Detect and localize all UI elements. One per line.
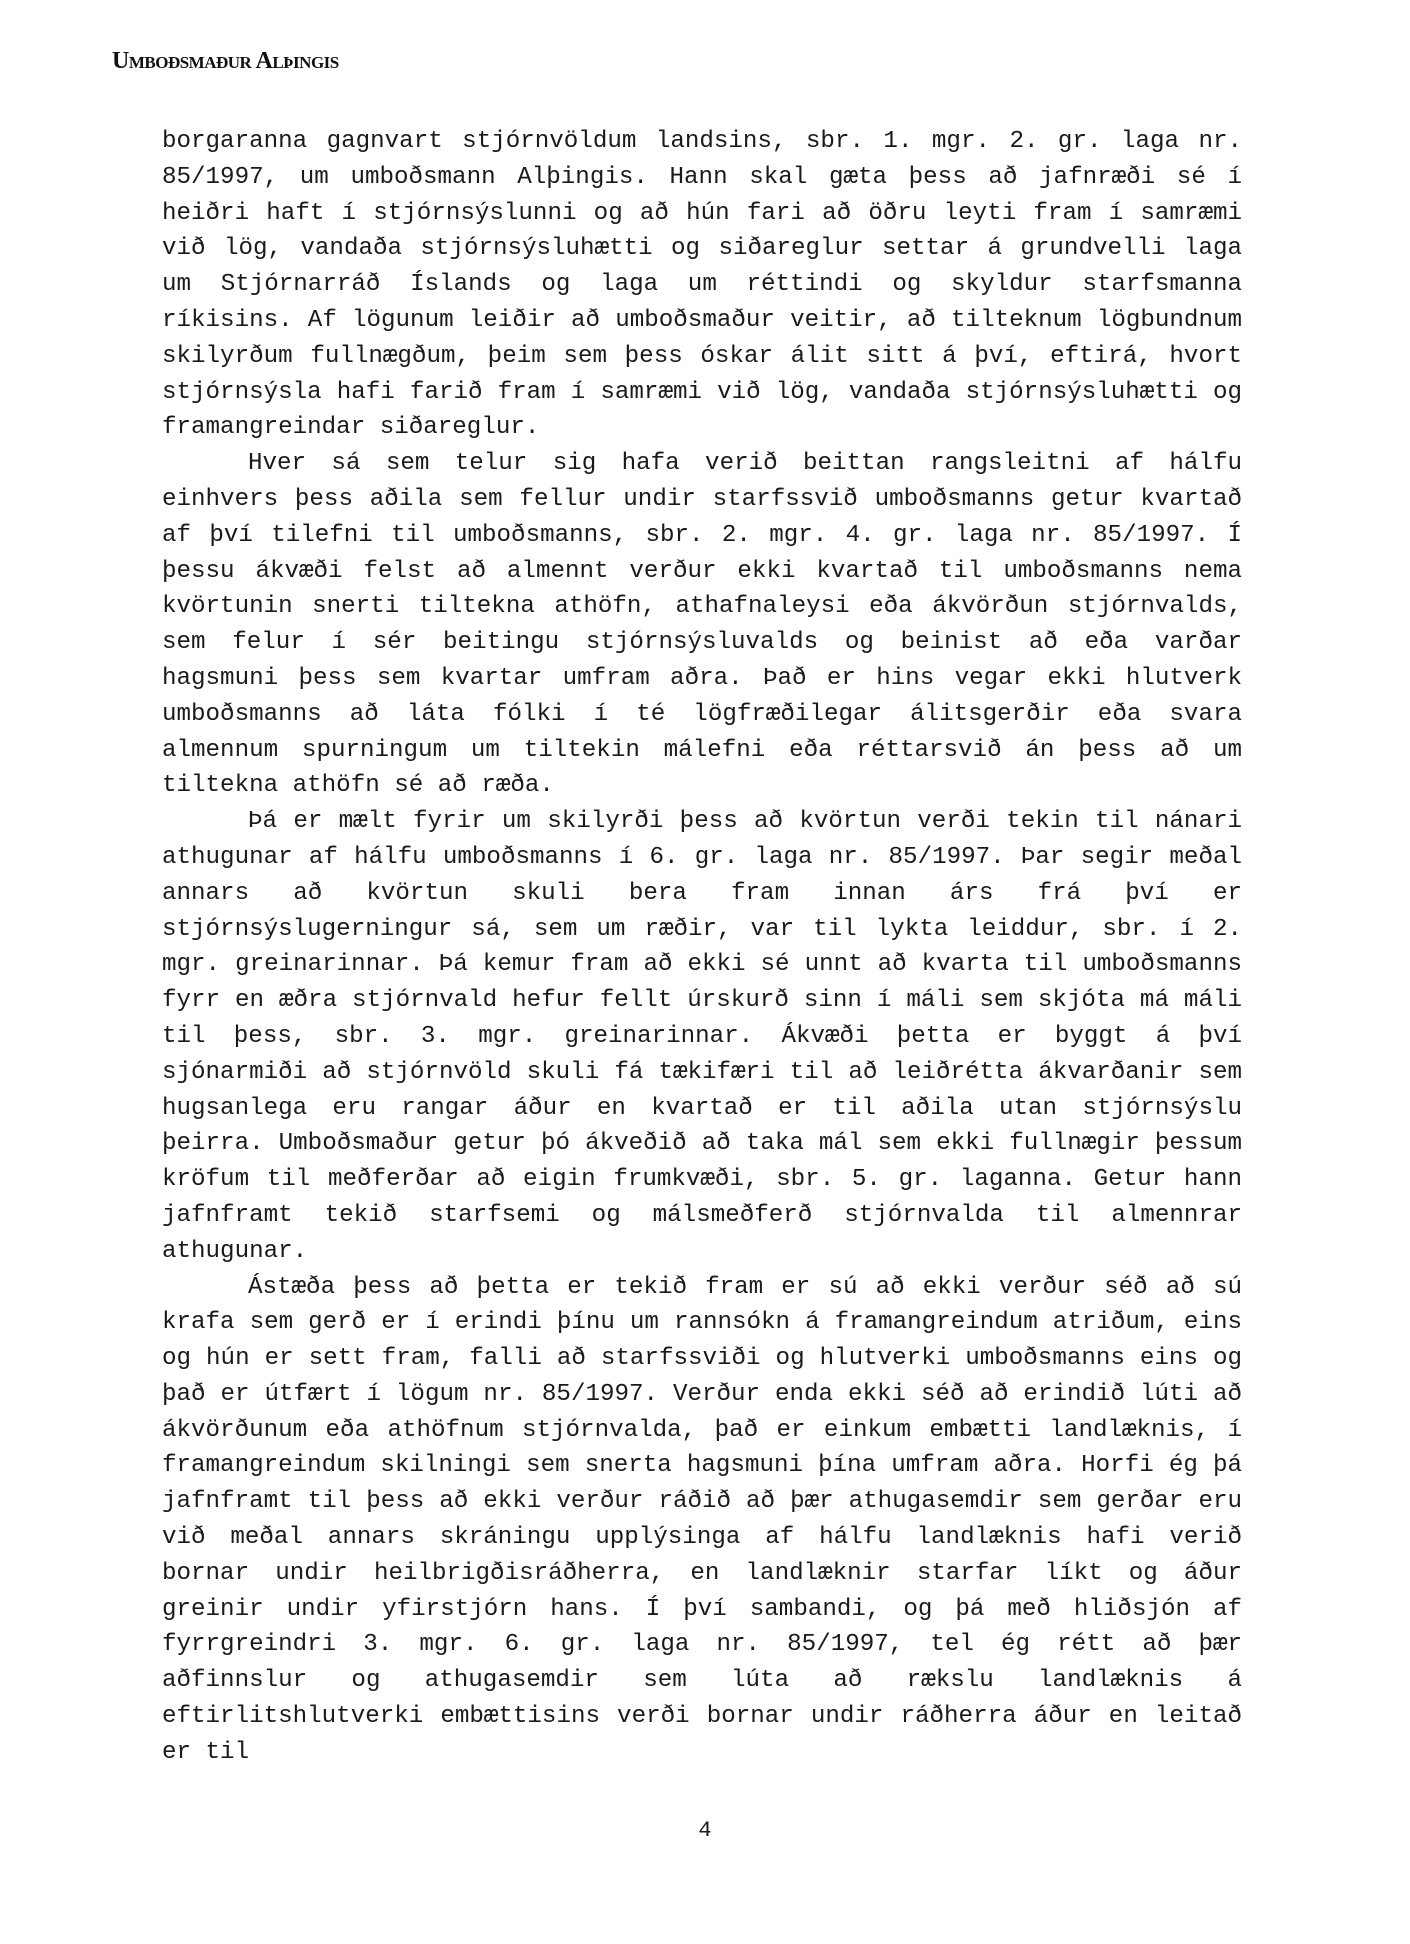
document-body bbox=[162, 124, 1242, 1771]
document-header: Umboðsmaður Alþingis bbox=[112, 48, 339, 74]
paragraph-1: borgaranna gagnvart stjórnvöldum landsins, sbr. 1. mgr. 2. gr. laga nr. 85/1997, um umboðsmann Alþingis. Hann skal gæta þess að jafnræði sé í heiðri haft í stjórnsýslunni og að hún fari að öðru leyti fram í samræmi við lög, vandaða stjórnsýsluhætti og siðareglur settar á grundvelli laga um Stjórnarráð Íslands og laga um réttindi og skyldur starfsmanna ríkisins. Af lögunum leiðir að umboðsmaður veitir, að tilteknum lögbundnum skilyrðum fullnægðum, þeim sem þess óskar álit sitt á því, eftirá, hvort stjórnsýsla hafi farið fram í samræmi við lög, vandaða stjórnsýsluhætti og framangreindar siðareglur. bbox=[162, 128, 1242, 442]
paragraph-2: Hver sá sem telur sig hafa verið beittan rangsleitni af hálfu einhvers þess aðila sem fellur undir starfssvið umboðsmanns getur kvartað af því tilefni til umboðsmanns, sbr. 2. mgr. 4. gr. laga nr. 85/1997. Í þessu ákvæði felst að almennt verður ekki kvartað til umboðsmanns nema kvörtunin snerti tiltekna athöfn, athafnaleysi eða ákvörðun stjórnvalds, sem felur í sér beitingu stjórnsýsluvalds og beinist að eða varðar hagsmuni þess sem kvartar umfram aðra. Það er hins vegar ekki hlutverk umboðsmanns að láta fólki í té lögfræðilegar álitsgerðir eða svara almennum spurningum um tiltekin málefni eða réttarsvið án þess að um tiltekna athöfn sé að ræða. bbox=[162, 450, 1242, 800]
paragraph-3: Þá er mælt fyrir um skilyrði þess að kvörtun verði tekin til nánari athugunar af hálfu umboðsmanns í 6. gr. laga nr. 85/1997. Þar segir meðal annars að kvörtun skuli bera fram innan árs frá því er stjórnsýslugerningur sá, sem um ræðir, var til lykta leiddur, sbr. í 2. mgr. greinarinnar. Þá kemur fram að ekki sé unnt að kvarta til umboðsmanns fyrr en æðra stjórnvald hefur fellt úrskurð sinn í máli sem skjóta má máli til þess, sbr. 3. mgr. greinarinnar. Ákvæði þetta er byggt á því sjónarmiði að stjórnvöld skuli fá tækifæri til að leiðrétta ákvarðanir sem hugsanlega eru rangar áður en kvartað er til aðila utan stjórnsýslu þeirra. Umboðsmaður getur þó ákveðið að taka mál sem ekki fullnægir þessum kröfum til meðferðar að eigin frumkvæði, sbr. 5. gr. laganna. Getur hann jafnframt tekið starfsemi og málsmeðferð stjórnvalda til almennrar athugunar. bbox=[162, 808, 1242, 1265]
page-number: 4 bbox=[698, 1818, 712, 1843]
paragraph-4: Ástæða þess að þetta er tekið fram er sú að ekki verður séð að sú krafa sem gerð er í erindi þínu um rannsókn á framangreindum atriðum, eins og hún er sett fram, falli að starfssviði og hlutverki umboðsmanns eins og það er útfært í lögum nr. 85/1997. Verður enda ekki séð að erindið lúti að ákvörðunum eða athöfnum stjórnvalda, það er einkum embætti landlæknis, í framangreindum skilningi sem snerta hagsmuni þína umfram aðra. Horfi ég þá jafnframt til þess að ekki verður ráðið að þær athugasemdir sem gerðar eru við meðal annars skráningu upplýsinga af hálfu landlæknis hafi verið bornar undir heilbrigðisráðherra, en landlæknir starfar líkt og áður greinir undir yfirstjórn hans. Í því sambandi, og þá með hliðsjón af fyrrgreindri 3. mgr. 6. gr. laga nr. 85/1997, tel ég rétt að þær aðfinnslur og athugasemdir sem lúta að rækslu landlæknis á eftirlitshlutverki embættisins verði bornar undir ráðherra áður en leitað er til bbox=[162, 1273, 1242, 1766]
